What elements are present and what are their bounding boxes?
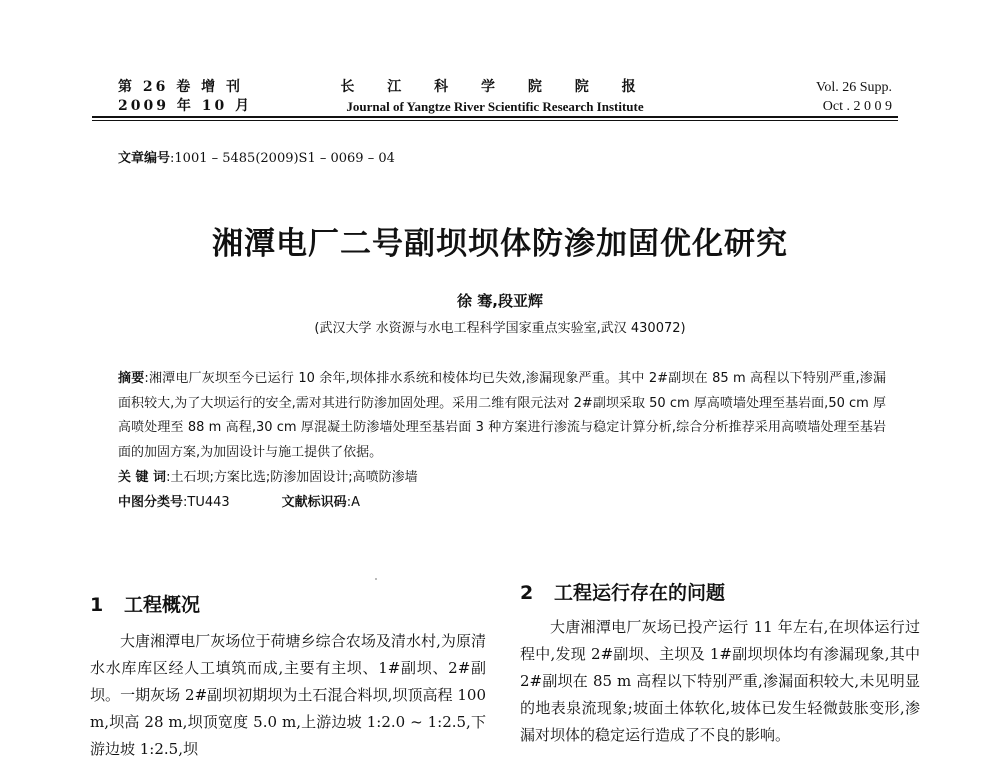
doc-code-label: 文献标识码 [281, 495, 347, 510]
keywords-text: :土石坝;方案比选;防渗加固设计;高喷防渗墙 [166, 470, 418, 485]
section-2-body [520, 614, 920, 749]
running-header-right [742, 78, 892, 116]
volume-issue: 第 26 卷 增 刊 [118, 79, 243, 95]
classification-line [118, 491, 360, 510]
paper-authors: 徐 骞,段亚辉 [457, 292, 543, 310]
clc-label: 中图分类号 [118, 495, 184, 510]
article-number [118, 147, 395, 166]
abstract-label: 摘要 [118, 371, 145, 386]
publication-date: 2009 年 10 月 [118, 98, 253, 114]
scan-speck [375, 578, 377, 580]
section-2-heading [520, 578, 725, 605]
author-affiliation: (武汉大学 水资源与水电工程科学国家重点实验室,武汉 430072) [314, 321, 686, 336]
header-rule-thin [92, 120, 898, 121]
doc-code-value: :A [346, 495, 360, 510]
section-2-title: 工程运行存在的问题 [554, 582, 726, 604]
journal-name-cn: 长 江 科 学 院 院 报 [340, 79, 650, 95]
keywords-label: 关 键 词 [118, 470, 167, 485]
section-2-paragraph: 大唐湘潭电厂灰场已投产运行 11 年左右,在坝体运行过程中,发现 2#副坝、主坝及 1#副坝坝体均有渗漏现象,其中 2#副坝在 85 m 高程以下特别严重,渗漏面积较大,未见明显的地表泉流现象;坡面土体软化,坡体已发生轻微鼓胀变形,渗漏对坝体的稳定运行造成了不良的影响。 [520, 618, 920, 744]
date-en: Oct . 2 0 0 9 [822, 99, 892, 114]
journal-name-en: Journal of Yangtze River Scientific Research Institute [346, 99, 644, 114]
section-1-paragraph: 大唐湘潭电厂灰场位于荷塘乡综合农场及清水村,为原清水水库库区经人工填筑而成,主要有主坝、1#副坝、2#副坝。一期灰场 2#副坝初期坝为土石混合料坝,坝顶高程 100 m,坝高 28 m,坝顶宽度 5.0 m,上游边坡 1:2.0 ~ 1:2.5,下游边坡 1:2.5,坝 [90, 632, 486, 758]
section-1-number: 1 [90, 594, 104, 616]
section-1-body [90, 628, 486, 763]
article-number-value: :1001 – 5485(2009)S1 – 0069 – 04 [170, 151, 395, 166]
section-2-number: 2 [520, 582, 534, 604]
volume-en: Vol. 26 Supp. [816, 80, 892, 95]
running-header-journal [330, 78, 660, 116]
header-rule-thick [92, 116, 898, 118]
abstract-text: :湘潭电厂灰坝至今已运行 10 余年,坝体排水系统和棱体均已失效,渗漏现象严重。其中 2#副坝在 85 m 高程以下特别严重,渗漏面积较大,为了大坝运行的安全,需对其进行防渗加固处理。采用二维有限元法对 2#副坝采取 50 cm 厚高喷墙处理至基岩面,50 cm 厚高喷处理至 88 m 高程,30 cm 厚混凝土防渗墙处理至基岩面 3 种方案进行渗流与稳定计算分析,综合分析推荐采用高喷墙处理至基岩面的加固方案,为加固设计与施工提供了依据。 [118, 371, 886, 460]
clc-value: :TU443 [183, 495, 230, 510]
article-number-label: 文章编号 [118, 151, 171, 166]
keywords [118, 466, 418, 485]
running-header-left [118, 78, 252, 116]
abstract [118, 367, 886, 465]
section-1-title: 工程概况 [124, 594, 201, 616]
paper-title: 湘潭电厂二号副坝坝体防渗加固优化研究 [212, 226, 788, 262]
section-1-heading [90, 590, 200, 617]
